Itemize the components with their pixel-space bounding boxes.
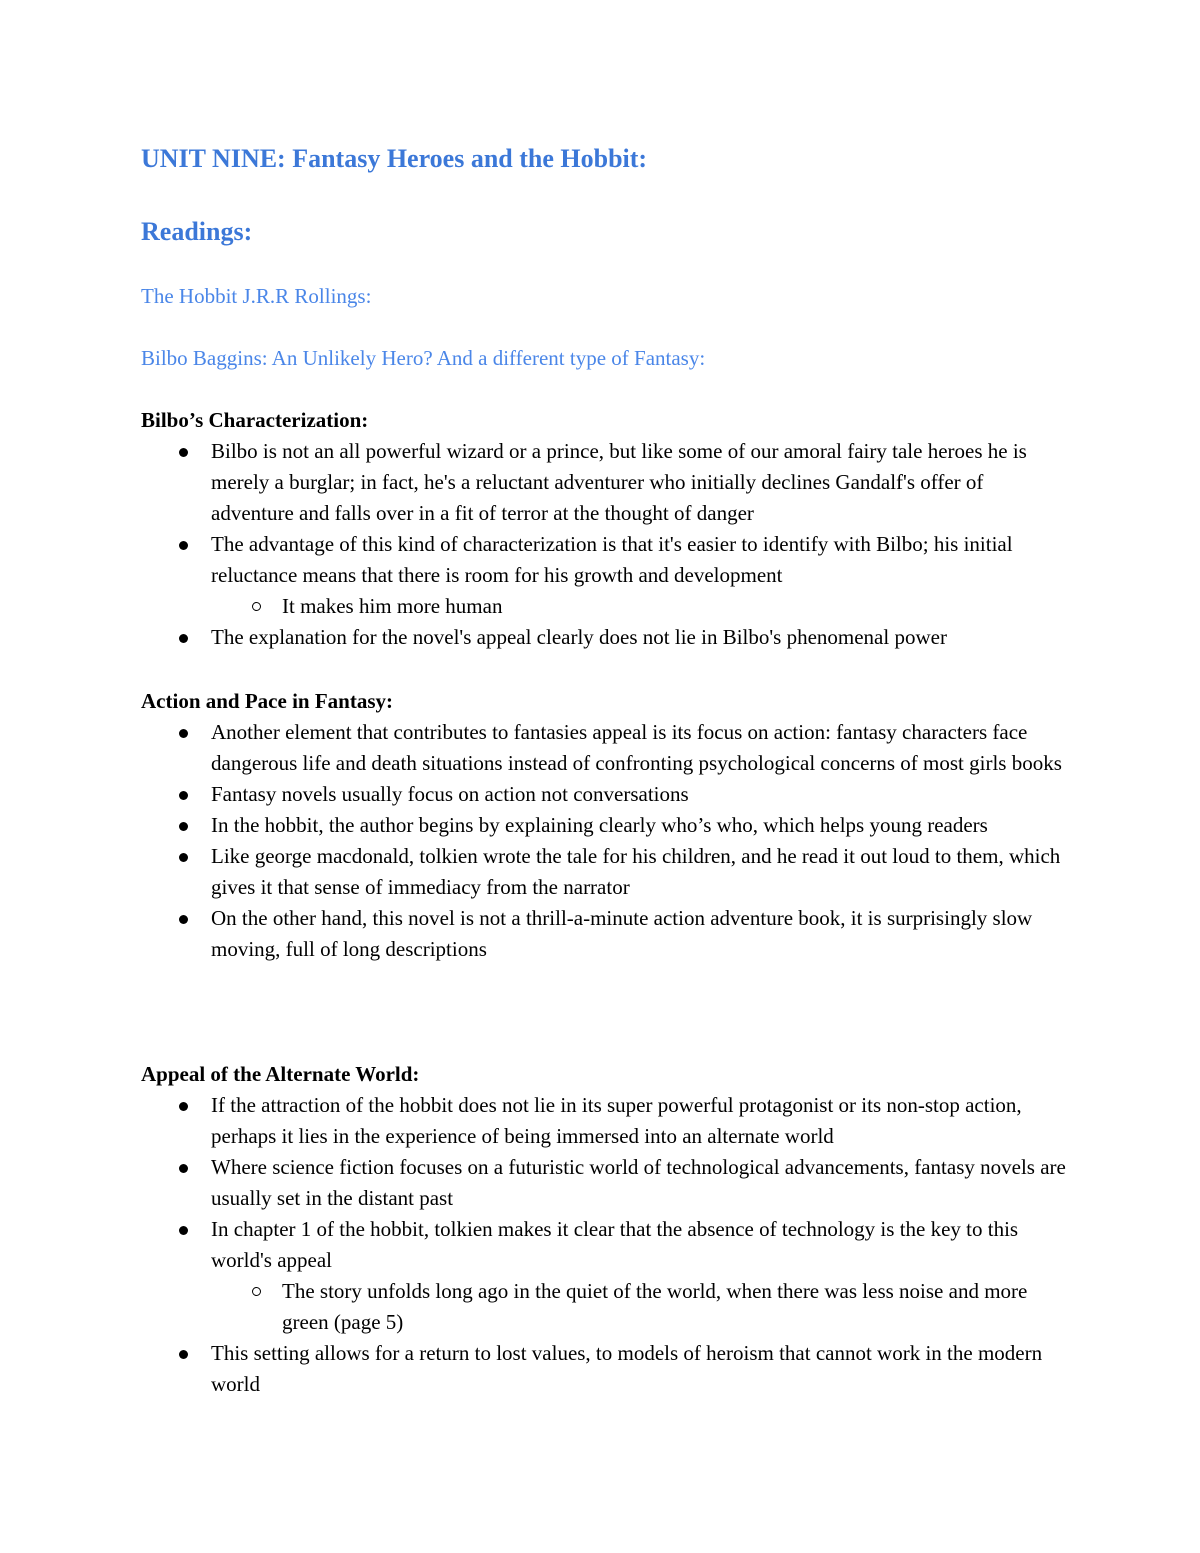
list-item-text: Another element that contributes to fantasies appeal is its focus on action: fantasy characters face dangerous life and death situations instead of confronting psychological concerns of most girls books — [211, 720, 1062, 775]
reading-bilbo-baggins: Bilbo Baggins: An Unlikely Hero? And a different type of Fantasy: — [141, 346, 706, 370]
list-item — [141, 810, 1071, 841]
unit-title: UNIT NINE: Fantasy Heroes and the Hobbit: — [141, 144, 648, 173]
sub-list-item-text: The story unfolds long ago in the quiet of the world, when there was less noise and more green (page 5) — [282, 1279, 1028, 1334]
list-item — [141, 1152, 1071, 1214]
bullet-list — [141, 717, 1071, 965]
bullet-dot-icon — [179, 853, 188, 862]
list-item — [141, 717, 1071, 779]
section-bilbo-characterization — [141, 405, 1071, 653]
bullet-dot-icon — [179, 1164, 188, 1173]
section-action-and-pace — [141, 686, 1071, 965]
bullet-dot-icon — [179, 822, 188, 831]
bullet-dot-icon — [179, 1226, 188, 1235]
list-item — [141, 1338, 1071, 1400]
list-item-text: In the hobbit, the author begins by explaining clearly who’s who, which helps young readers — [211, 813, 988, 837]
bullet-dot-icon — [179, 1102, 188, 1111]
list-item — [141, 1090, 1071, 1152]
sub-list-item — [141, 1276, 1071, 1338]
reading-hobbit: The Hobbit J.R.R Rollings: — [141, 284, 372, 308]
list-item-text: Like george macdonald, tolkien wrote the tale for his children, and he read it out loud to them, which gives it that sense of immediacy from the narrator — [211, 844, 1061, 899]
sub-bullet-list — [211, 1276, 1071, 1338]
list-item — [141, 903, 1071, 965]
bullet-dot-icon — [179, 541, 188, 550]
bullet-dot-icon — [179, 448, 188, 457]
bullet-dot-icon — [179, 1350, 188, 1359]
list-item — [141, 436, 1071, 529]
sub-list-item-text: It makes him more human — [282, 594, 503, 618]
list-item — [141, 779, 1071, 810]
list-item — [141, 841, 1071, 903]
list-item-text: The explanation for the novel's appeal clearly does not lie in Bilbo's phenomenal power — [211, 625, 947, 649]
list-item — [141, 1214, 1071, 1338]
list-item-text: This setting allows for a return to lost values, to models of heroism that cannot work in the modern world — [211, 1341, 1043, 1396]
section-heading: Bilbo’s Characterization: — [141, 408, 369, 432]
list-item-text: Fantasy novels usually focus on action not conversations — [211, 782, 689, 806]
bullet-dot-icon — [179, 729, 188, 738]
list-item-text: Bilbo is not an all powerful wizard or a prince, but like some of our amoral fairy tale heroes he is merely a burglar; in fact, he's a reluctant adventurer who initially declines Gandalf's offer of adventure and falls over in a fit of terror at the thought of danger — [211, 439, 1027, 525]
list-item-text: Where science fiction focuses on a futuristic world of technological advancements, fantasy novels are usually set in the distant past — [211, 1155, 1066, 1210]
section-heading: Appeal of the Alternate World: — [141, 1062, 420, 1086]
bullet-dot-icon — [179, 791, 188, 800]
bullet-dot-icon — [179, 915, 188, 924]
sub-bullet-list — [211, 591, 1071, 622]
list-item-text: On the other hand, this novel is not a thrill-a-minute action adventure book, it is surprisingly slow moving, full of long descriptions — [211, 906, 1033, 961]
readings-heading: Readings: — [141, 217, 253, 246]
list-item-text: If the attraction of the hobbit does not lie in its super powerful protagonist or its non-stop action, perhaps it lies in the experience of being immersed into an alternate world — [211, 1093, 1022, 1148]
bullet-dot-icon — [179, 634, 188, 643]
bullet-circle-icon — [252, 1287, 261, 1296]
list-item — [141, 529, 1071, 622]
bullet-list — [141, 436, 1071, 653]
section-heading: Action and Pace in Fantasy: — [141, 689, 393, 713]
bullet-circle-icon — [252, 602, 261, 611]
section-appeal-alternate-world — [141, 1059, 1071, 1400]
list-item-text: The advantage of this kind of characterization is that it's easier to identify with Bilbo; his initial reluctance means that there is room for his growth and development — [211, 532, 1013, 587]
sub-list-item — [141, 591, 1071, 622]
list-item — [141, 622, 1071, 653]
bullet-list — [141, 1090, 1071, 1400]
list-item-text: In chapter 1 of the hobbit, tolkien makes it clear that the absence of technology is the key to this world's appeal — [211, 1217, 1019, 1272]
